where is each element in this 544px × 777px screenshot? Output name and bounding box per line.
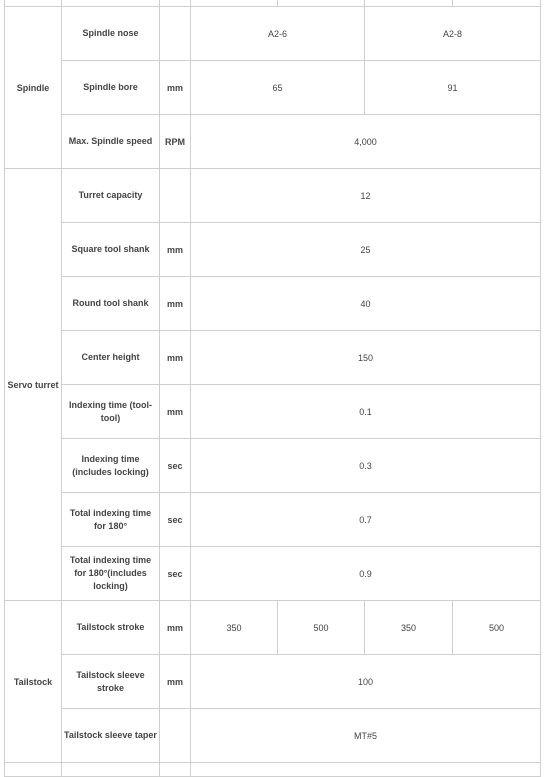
row-unit: sec: [160, 493, 191, 547]
table-row: [5, 169, 541, 223]
table-row: [5, 61, 541, 115]
row-label: Tailstock stroke: [62, 601, 160, 655]
table-row: [5, 331, 541, 385]
cell-value: 65: [191, 61, 365, 115]
cell-value: 25: [191, 223, 541, 277]
table-row: [5, 7, 541, 61]
cell-value: 500: [278, 601, 365, 655]
row-unit: sec: [160, 439, 191, 493]
row-unit: mm: [160, 655, 191, 709]
cell-value: 0.9: [191, 547, 541, 601]
cell-value: 350: [365, 601, 453, 655]
group-tailstock: Tailstock: [5, 601, 62, 763]
row-label: Turret capacity: [62, 169, 160, 223]
cell-value: 150: [191, 331, 541, 385]
cell-value: 0.7: [191, 493, 541, 547]
row-label: Indexing time (tool-tool): [62, 385, 160, 439]
row-label: Indexing time (includes locking): [62, 439, 160, 493]
table-row: [5, 115, 541, 169]
group-servo-turret: Servo turret: [5, 169, 62, 601]
row-unit: sec: [160, 547, 191, 601]
table-row: [5, 439, 541, 493]
row-label: Total indexing time for 180°: [62, 493, 160, 547]
cell-value: 4,000: [191, 115, 541, 169]
row-unit: [160, 7, 191, 61]
cell-value: 12: [191, 169, 541, 223]
row-unit: RPM: [160, 115, 191, 169]
cell-value: 0.1: [191, 385, 541, 439]
row-label: Square tool shank: [62, 223, 160, 277]
row-label: Tailstock sleeve stroke: [62, 655, 160, 709]
table-row: [5, 763, 541, 777]
cell-value: 500: [453, 601, 541, 655]
row-unit: mm: [160, 223, 191, 277]
spec-table: [4, 0, 541, 777]
row-label: Center height: [62, 331, 160, 385]
row-unit: [160, 709, 191, 763]
table-row: [5, 277, 541, 331]
cell-value: A2-6: [191, 7, 365, 61]
row-label: Round tool shank: [62, 277, 160, 331]
row-unit: mm: [160, 601, 191, 655]
table-row: [5, 223, 541, 277]
row-unit: [160, 169, 191, 223]
row-label: Tailstock sleeve taper: [62, 709, 160, 763]
row-unit: mm: [160, 331, 191, 385]
cell-value: 100: [191, 655, 541, 709]
row-unit: mm: [160, 385, 191, 439]
table-row: [5, 547, 541, 601]
cell-value: MT#5: [191, 709, 541, 763]
row-label: Spindle bore: [62, 61, 160, 115]
table-row: [5, 709, 541, 763]
cell-value: 91: [365, 61, 541, 115]
table-row: [5, 655, 541, 709]
table-row: [5, 385, 541, 439]
cell-value: 0.3: [191, 439, 541, 493]
group-spindle: Spindle: [5, 7, 62, 169]
table-row: [5, 601, 541, 655]
row-label: Max. Spindle speed: [62, 115, 160, 169]
row-unit: mm: [160, 61, 191, 115]
cell-value: A2-8: [365, 7, 541, 61]
cell-value: 40: [191, 277, 541, 331]
row-label: Spindle nose: [62, 7, 160, 61]
cell-value: 350: [191, 601, 278, 655]
row-unit: mm: [160, 277, 191, 331]
row-label: Total indexing time for 180°(includes locking): [62, 547, 160, 601]
table-row: [5, 493, 541, 547]
